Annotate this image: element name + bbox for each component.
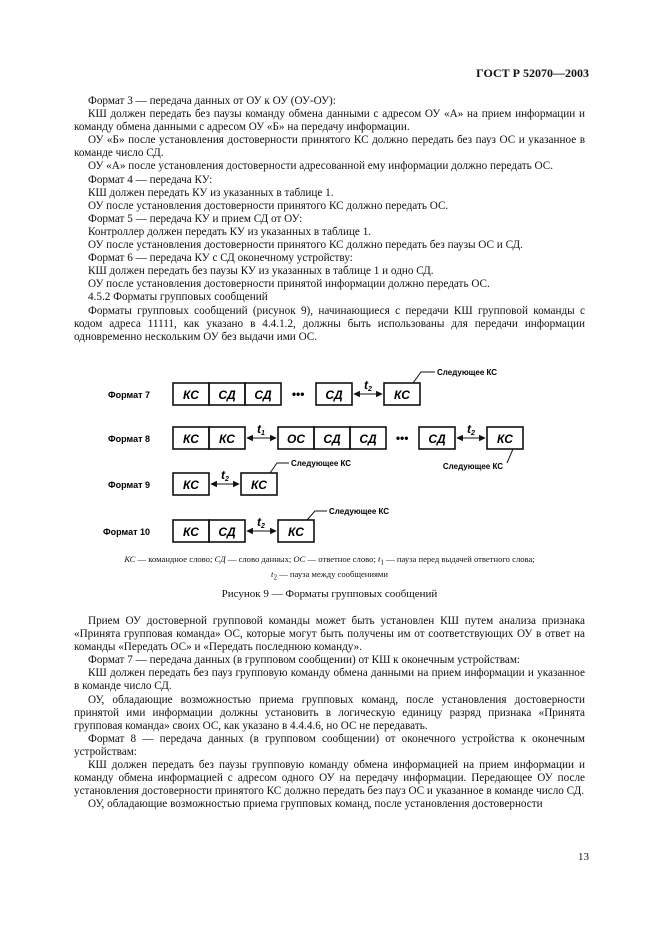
paragraph: Формат 4 — передача КУ: (88, 173, 213, 186)
word-sd: СД (254, 388, 272, 402)
paragraph: ОУ, обладающие возможностью приема групповых команд, после установления достоверности (88, 798, 543, 811)
word-sd: СД (323, 432, 341, 446)
word-sd: СД (428, 432, 446, 446)
word-ks: КС (183, 478, 199, 492)
word-ks: КС (497, 432, 513, 446)
top-text-block (74, 95, 585, 344)
next-ks-leader (270, 463, 289, 473)
paragraph: КШ должен передать без паузы команду обмена данными с адресом ОУ «А» на прием информации и команду обмена данными с адресом ОУ «Б» на передачу информации. (74, 108, 585, 134)
word-sd: СД (325, 388, 343, 402)
next-ks-label: Следующее КС (329, 507, 390, 516)
paragraph: ОУ «Б» после установления достоверности принятого КС должно передать без пауз ОС и указанное в команде число СД. (74, 134, 585, 160)
next-ks-leader (413, 372, 435, 383)
paragraph: КШ должен передать без паузы групповую команду обмена информацией на прием информации и команду обмена информацией с адресом одного ОУ на передачу информации. Передающее ОУ после установления достоверности принятого КС должно передать без пауз ОС и указанное в команде число СД. (74, 759, 585, 798)
paragraph: ОУ после установления достоверности принятого КС должно передать ОС. (88, 199, 449, 212)
paragraph: Формат 3 — передача данных от ОУ к ОУ (ОУ-ОУ): (88, 95, 336, 107)
paragraph: КШ должен передать без паузы КУ из указанных в таблице 1 и одно СД. (88, 265, 434, 278)
figure-legend (74, 554, 585, 583)
paragraph: КШ должен передать без пауз групповую команду обмена данными на прием информации и указанное в команде число СД. (74, 667, 585, 693)
ellipsis: ••• (291, 387, 305, 401)
next-ks-label: Следующее КС (291, 459, 352, 468)
paragraph: Формат 6 — передача КУ с СД оконечному устройству: (88, 252, 353, 265)
bottom-text-block (74, 615, 585, 811)
paragraph: ОУ «А» после установления достоверности адресованной ему информации должно передать ОС. (88, 160, 554, 173)
pause-t2-label: t2 (364, 378, 372, 393)
pause-t1-label: t1 (257, 422, 265, 437)
paragraph: ОУ, обладающие возможностью приема групповых команд, после установления достоверности принятой ими информации должны установить в логическую единицу разряд признака «Принята групповая команда» своих ОС, как указано в 4.4.4.6, но ОС не передавать. (74, 693, 585, 732)
word-sd: СД (218, 388, 236, 402)
legend-line: $t_2$ — пауза между сообщениями (271, 568, 388, 582)
word-sd: СД (218, 525, 236, 539)
section-heading: 4.5.2 Форматы групповых сообщений (88, 291, 268, 304)
paragraph: Прием ОУ достоверной групповой команды может быть установлен КШ путем анализа признака «Принята групповая команда» ОС, которые могут быть получены им от соответствующих ОУ в ответ на команды «Передать ОС» и «Передать последнюю команду». (74, 615, 585, 654)
word-ks: КС (251, 478, 267, 492)
paragraph: Формат 7 — передача данных (в групповом сообщении) от КШ к оконечным устройствам: (88, 654, 521, 667)
next-ks-leader (307, 511, 327, 520)
next-ks-label: Следующее КС (437, 368, 498, 377)
pause-t2-label: t2 (467, 422, 475, 437)
figure-caption: Рисунок 9 — Форматы групповых сообщений (221, 588, 438, 600)
word-ks: КС (219, 432, 235, 446)
paragraph: Формат 5 — передача КУ и прием СД от ОУ: (88, 212, 303, 225)
format-7-label: Формат 7 (107, 390, 150, 400)
word-ks: КС (183, 525, 199, 539)
format-8-label: Формат 8 (107, 434, 150, 444)
document-header: ГОСТ Р 52070—2003 (476, 66, 589, 80)
next-ks-leader (507, 449, 513, 463)
pause-t2-label: t2 (221, 468, 229, 483)
pause-t2-label: t2 (257, 515, 265, 530)
word-ks: КС (394, 388, 410, 402)
format-9-label: Формат 9 (107, 480, 150, 490)
figure-9-group-message-formats (95, 345, 565, 560)
word-sd: СД (359, 432, 377, 446)
word-ks: КС (183, 388, 199, 402)
paragraph: ОУ после установления достоверности принятой информации должно передать ОС. (88, 278, 490, 291)
format-10-label: Формат 10 (102, 527, 150, 537)
page-number: 13 (578, 851, 589, 863)
word-ks: КС (183, 432, 199, 446)
paragraph: Формат 8 — передача данных (в групповом сообщении) от оконечного устройства к оконечным устройствам: (74, 732, 585, 758)
paragraph: КШ должен передать КУ из указанных в таблице 1. (88, 186, 334, 199)
ellipsis: ••• (395, 431, 409, 445)
paragraph: Форматы групповых сообщений (рисунок 9), начинающиеся с передачи КШ групповой команды с кодом адреса 11111, как указано в 4.4.1.2, должны быть использованы для передачи информации одновременно нескольким ОУ без выдачи ими ОС. (74, 304, 585, 343)
paragraph: Контроллер должен передать КУ из указанных в таблице 1. (88, 225, 372, 238)
word-os: ОС (287, 432, 305, 446)
word-ks: КС (288, 525, 304, 539)
paragraph: ОУ после установления достоверности принятого КС должно передать без паузы ОС и СД. (88, 239, 523, 252)
legend-line: КС — командное слово; СД — слово данных; ОС — ответное слово; $t_1$ — пауза перед выдачей ответного слова; (124, 554, 535, 567)
next-ks-label: Следующее КС (442, 462, 503, 471)
